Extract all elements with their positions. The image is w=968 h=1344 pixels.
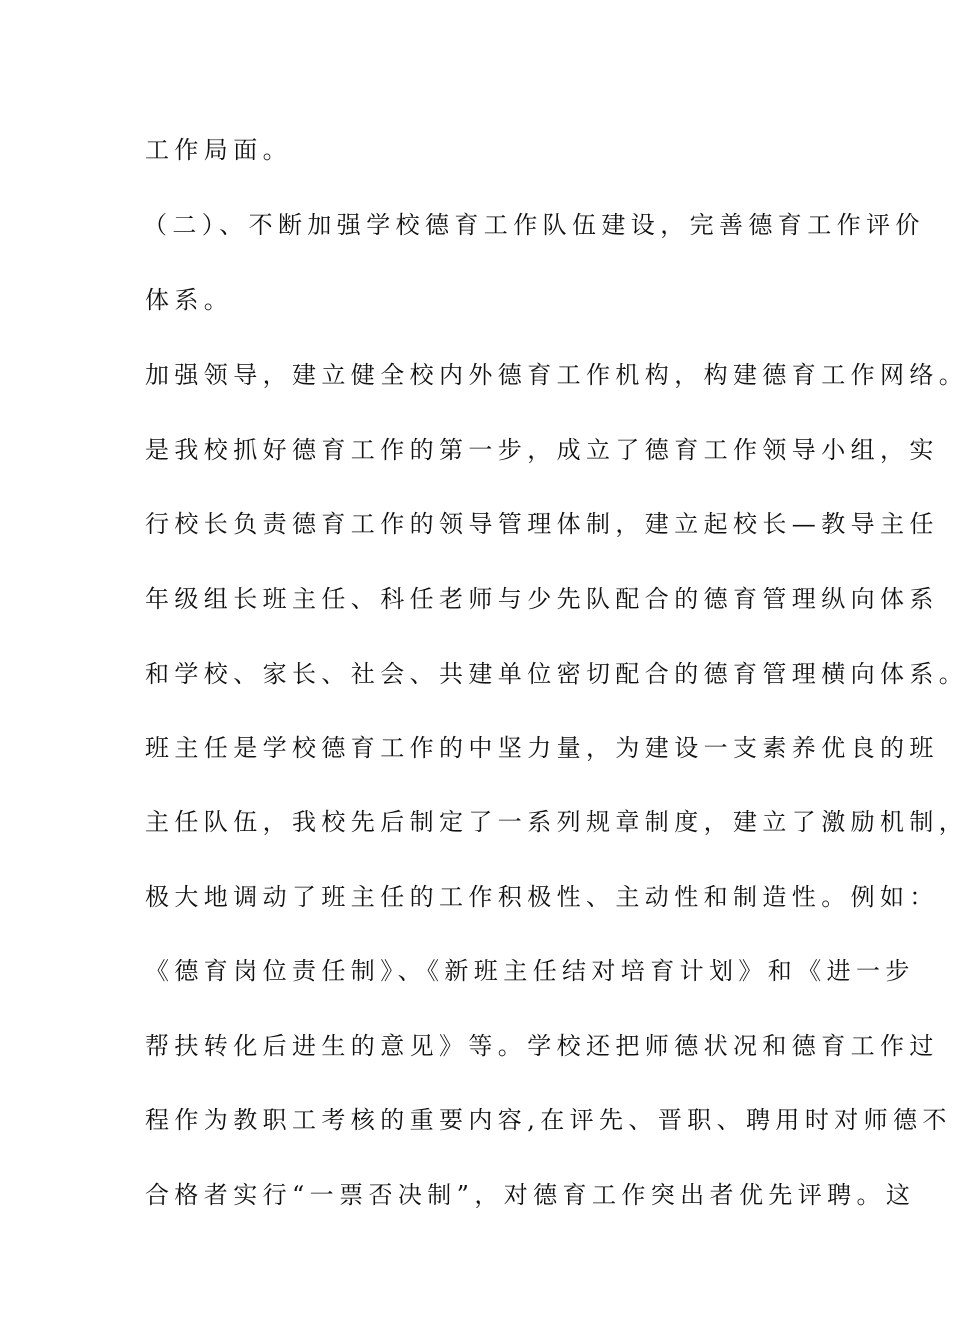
text-line: 加强领导，建立健全校内外德育工作机构，构建德育工作网络。: [145, 361, 968, 389]
text-line: 《德育岗位责任制》、《新班主任结对培育计划》和《进一步: [145, 957, 915, 985]
text-line: 和学校、家长、社会、共建单位密切配合的德育管理横向体系。: [145, 660, 968, 688]
text-line: 程作为教职工考核的重要内容,在评先、晋职、聘用时对师德不: [145, 1106, 952, 1134]
section-heading-continued: 体系。: [145, 286, 234, 314]
text-line: 帮扶转化后进生的意见》等。学校还把师德状况和德育工作过: [145, 1032, 939, 1060]
section-heading: （二）、不断加强学校德育工作队伍建设，完善德育工作评价: [143, 211, 925, 239]
text-line: 工作局面。: [145, 136, 292, 164]
text-line: 年级组长班主任、科任老师与少先队配合的德育管理纵向体系: [145, 585, 939, 613]
text-line: 主任队伍，我校先后制定了一系列规章制度，建立了激励机制，: [145, 808, 968, 836]
text-line: 班主任是学校德育工作的中坚力量，为建设一支素养优良的班: [145, 734, 939, 762]
text-line: 极大地调动了班主任的工作积极性、主动性和制造性。例如：: [145, 883, 939, 911]
text-line: 合格者实行“一票否决制”，对德育工作突出者优先评聘。这: [145, 1181, 916, 1209]
text-line: 行校长负责德育工作的领导管理体制，建立起校长—教导主任: [145, 510, 939, 538]
text-line: 是我校抓好德育工作的第一步，成立了德育工作领导小组，实: [145, 436, 939, 464]
